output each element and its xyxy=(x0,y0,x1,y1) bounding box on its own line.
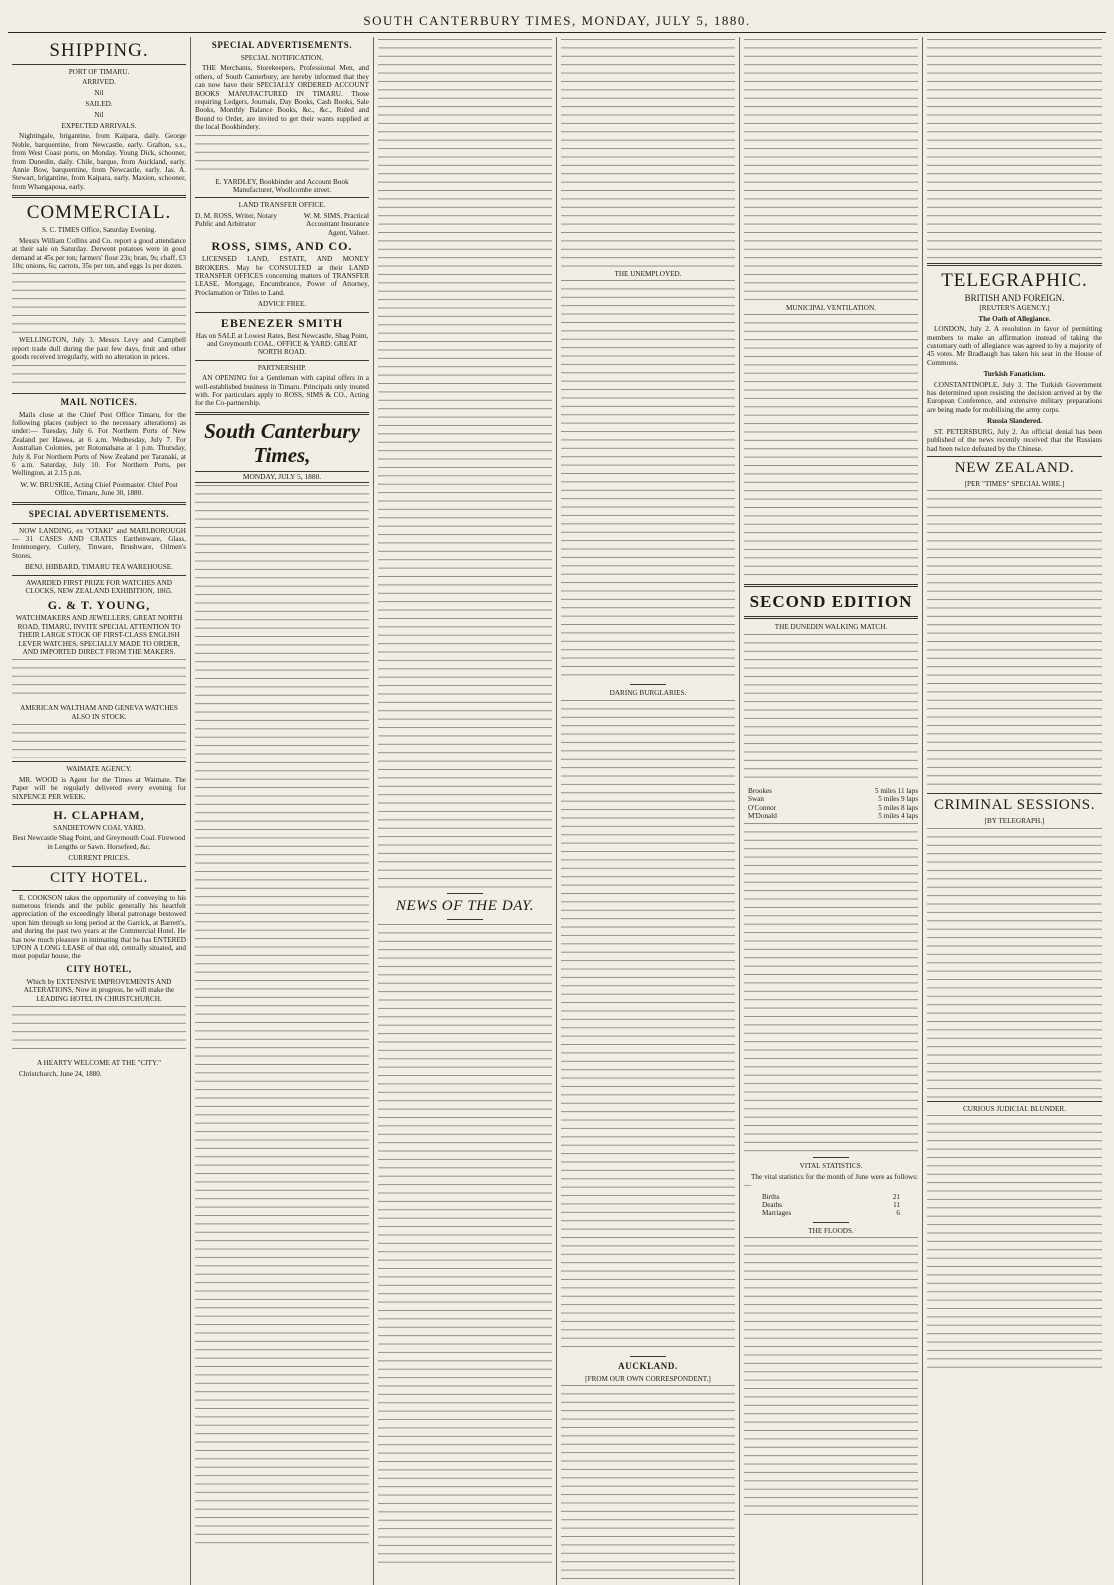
partners-row xyxy=(195,212,369,237)
divider xyxy=(813,1157,849,1158)
article-text-lines xyxy=(927,39,1102,259)
city-hotel-heading: CITY HOTEL. xyxy=(50,869,148,886)
clapham-ad-text: Best Newcastle Shag Point, and Greymouth Coal. Firewood in Lengths or Sawn. Horsefeed, &c. xyxy=(12,834,186,851)
stat-label: Deaths xyxy=(762,1201,782,1210)
walker-score: 5 miles 9 laps xyxy=(878,795,918,804)
editorial-text-lines xyxy=(195,485,369,1545)
shipping-heading: SHIPPING. xyxy=(49,40,149,61)
city-hotel-date: Christchurch, June 24, 1880. xyxy=(19,1070,102,1079)
oath-heading: The Oath of Allegiance. xyxy=(978,314,1051,323)
unemployed-heading: THE UNEMPLOYED. xyxy=(614,270,682,278)
divider xyxy=(447,919,483,920)
special-ads-heading: SPECIAL ADVERTISEMENTS. xyxy=(211,40,353,50)
sailed-label: SAILED. xyxy=(85,100,113,109)
fanaticism-heading: Turkish Fanaticism. xyxy=(983,370,1046,379)
article-text-lines xyxy=(561,280,735,680)
mail-text: Mails close at the Chief Post Office Timaru, for the following places (subject to the necessary alterations) as under:— Tuesday, July 6. For Northern Ports of New Zealand per Hawea, at 6 a.m. Wednesday, July 7. For Australian Colonies, per Rotomahana at 1 p.m. Thursday, July 8. For Northern Ports of New Zealand per Taranaki, at 6 a.m. Saturday, July 10. For Northern Ports, per Wellington, at 2.15 p.m. xyxy=(12,410,186,478)
article-text-lines xyxy=(744,634,918,784)
expected-label: EXPECTED ARRIVALS. xyxy=(61,122,137,131)
walker-name: Brookes xyxy=(748,786,772,795)
article-text-lines xyxy=(927,1115,1102,1375)
clapham-ad-prices: CURRENT PRICES. xyxy=(68,854,130,863)
new-zealand-subheading: [PER "TIMES" SPECIAL WIRE.] xyxy=(964,479,1065,488)
divider xyxy=(630,684,666,685)
municipal-heading: MUNICIPAL VENTILATION. xyxy=(786,304,876,312)
ross-sims-advice: ADVICE FREE. xyxy=(257,300,307,309)
article-text-lines xyxy=(744,823,918,1153)
mail-signature: W. W. BRUSKIE, Acting Chief Postmaster. Chief Post Office, Timaru, June 30, 1880. xyxy=(20,480,178,498)
divider xyxy=(12,804,186,805)
partnership-heading: PARTNERSHIP. xyxy=(257,363,307,372)
walker-name: O'Connor xyxy=(748,803,777,812)
commercial-office: S. C. TIMES Office, Saturday Evening. xyxy=(41,226,157,235)
divider xyxy=(12,502,186,505)
new-zealand-heading: NEW ZEALAND. xyxy=(954,459,1075,476)
article-text-lines xyxy=(12,659,186,701)
clapham-ad-subtitle: SANDIETOWN COAL YARD. xyxy=(53,823,145,832)
american-watches-text: AMERICAN WALTHAM AND GENEVA WATCHES ALSO IN STOCK. xyxy=(20,704,178,721)
column-5 xyxy=(740,37,923,1585)
column-3 xyxy=(374,37,557,1585)
smith-ad-text: Has on SALE at Lowest Rates, Best Newcastle, Shag Point, and Greymouth COAL. OFFICE & YARD: GREAT NORTH ROAD. xyxy=(195,331,369,357)
ross-sims-text: LICENSED LAND, ESTATE, AND MONEY BROKERS. May be CONSULTED at their LAND TRANSFER OFFICES concerning matters of TRANSFER LEASE, Mortgage, Encumbrance, Power of Attorney, Proclamation or Titles to Land. xyxy=(195,255,369,297)
article-text-lines xyxy=(378,39,552,889)
partner-ross: D. M. ROSS, Writer, Notary Public and Arbitrator xyxy=(195,211,277,229)
arrived-label: ARRIVED. xyxy=(82,78,116,87)
special-ads-heading: SPECIAL ADVERTISEMENTS. xyxy=(28,508,170,519)
vital-statistics-heading: VITAL STATISTICS. xyxy=(799,1162,863,1171)
arrived-value: Nil xyxy=(94,88,104,97)
stat-value: 11 xyxy=(893,1201,900,1210)
divider xyxy=(195,360,369,361)
divider xyxy=(12,890,186,891)
divider xyxy=(927,793,1102,794)
masthead: SOUTH CANTERBURY TIMES, MONDAY, JULY 5, 1880. xyxy=(8,10,1106,33)
divider xyxy=(195,412,369,415)
table-row xyxy=(762,1193,900,1201)
daring-burglaries-heading: DARING BURGLARIES. xyxy=(609,689,687,698)
wellington-text: WELLINGTON, July 3. Messrs Levy and Campbell report trade dull during the past few days, fruit and other goods received irregularly, with no alteration in prices. xyxy=(12,336,186,362)
special-notification-heading: SPECIAL NOTIFICATION. xyxy=(240,54,324,62)
special-notification-text: THE Merchants, Storekeepers, Professional Men, and others, of South Canterbury, are hereby informed that they can now have their SPECIALLY ORDERED ACCOUNT BOOKS MANUFACTURED IN TIMARU. Those requiring Ledgers, Journals, Day Books, Cash Books, Sale Books, Monthly Balance Books, &c., &c., Ruled and Bound to Order, are invited to get their wants supplied at the local Bookbindery. xyxy=(195,64,369,132)
newspaper-nameplate: South Canterbury Times, xyxy=(204,418,360,467)
criminal-sessions-subheading: [BY TELEGRAPH.] xyxy=(984,817,1045,826)
yardley-signature: E. YARDLEY, Bookbinder and Account Book Manufacturer, Woollcombe street. xyxy=(215,177,349,195)
stat-label: Marriages xyxy=(762,1209,792,1218)
divider xyxy=(12,393,186,394)
landing-ad-text: NOW LANDING, ex "OTAKI" and MARLBOROUGH— 31 CASES AND CRATES Earthenware, Glass, Ironmongery, Cutlery, Tinware, Brushware, Oilmen's Stores. xyxy=(12,526,186,560)
young-ad-title: G. & T. YOUNG, xyxy=(47,598,151,613)
article-text-lines xyxy=(195,135,369,175)
article-text-lines xyxy=(12,724,186,758)
vital-statistics-table xyxy=(762,1193,900,1218)
divider xyxy=(927,1101,1102,1102)
divider xyxy=(12,523,186,524)
divider xyxy=(195,197,369,198)
auckland-heading: AUCKLAND. xyxy=(618,1360,678,1371)
article-text-lines xyxy=(744,39,918,301)
walker-score: 5 miles 11 laps xyxy=(874,786,918,795)
waimate-heading: WAIMATE AGENCY. xyxy=(66,765,132,774)
article-text-lines xyxy=(927,828,1102,1098)
divider xyxy=(744,616,918,619)
table-row xyxy=(762,1209,900,1217)
article-text-lines xyxy=(12,273,186,333)
city-hotel-name: CITY HOTEL, xyxy=(66,963,132,974)
russia-heading: Russia Slandered. xyxy=(987,417,1042,426)
fanaticism-text: CONSTANTINOPLE, July 3. The Turkish Government has determined upon resisting the decision arrived at by the European Conference, and extensive military preparations are being made for mobilising the army corps. xyxy=(927,380,1102,414)
walker-score: 5 miles 8 laps xyxy=(878,803,918,812)
divider xyxy=(744,584,918,587)
city-hotel-text: E. COOKSON takes the opportunity of conveying to his numerous friends and the public generally his heartfelt appreciation of the exceedingly liberal patronage bestowed upon him through so long period at the Garrick, at Barrett's, and during the past two years at the Commercial Hotel. He has now much pleasure in intimating that he has ENTERED UPON A LONG LEASE of that old, centrally situated, and most popular house, the xyxy=(12,893,186,961)
floods-heading: THE FLOODS. xyxy=(808,1226,854,1235)
ross-sims-title: ROSS, SIMS, AND CO. xyxy=(211,239,353,254)
sailed-value: Nil xyxy=(94,110,104,119)
award-text: AWARDED FIRST PRIZE FOR WATCHES AND CLOCKS, NEW ZEALAND EXHIBITION, 1865. xyxy=(25,578,173,596)
article-text-lines xyxy=(12,365,186,390)
vital-statistics-intro: The vital statistics for the month of June were as follows:— xyxy=(744,1172,918,1190)
walker-name: Swan xyxy=(748,795,764,804)
table-row xyxy=(748,804,918,812)
city-hotel-text-2: Which by EXTENSIVE IMPROVEMENTS AND ALTERATIONS, Now in progress, he will make the LEADING HOTEL IN CHRISTCHURCH. xyxy=(23,977,175,1003)
walking-leaders-table xyxy=(748,787,918,821)
divider xyxy=(630,1356,666,1357)
article-text-lines xyxy=(927,490,1102,790)
divider xyxy=(927,456,1102,457)
telegraphic-heading: TELEGRAPHIC. xyxy=(941,270,1088,291)
divider xyxy=(12,761,186,762)
divider xyxy=(447,893,483,894)
column-2 xyxy=(191,37,374,1585)
divider xyxy=(12,575,186,576)
smith-ad-title: EBENEZER SMITH xyxy=(220,315,344,330)
partner-sims: W. M. SIMS, Practical Accountant Insurance Agent, Valuer. xyxy=(303,211,369,237)
divider xyxy=(195,312,369,313)
commercial-text: Messrs William Collins and Co. report a good attendance at their sale on Saturday. Derwent potatoes were in good demand at 45s per ton; farmers' flour 23s; bran, 9s; chaff, £3 10s; onions, 6s; carrots, 35s per ton, and eggs 1s per dozen. xyxy=(12,236,186,270)
article-text-lines xyxy=(744,1237,918,1517)
article-text-lines xyxy=(12,1006,186,1056)
column-4 xyxy=(557,37,740,1585)
russia-text: ST. PETERSBURG, July 2. An official denial has been published of the news recently received that the Russians had been twice defeated by the Chinese. xyxy=(927,427,1102,453)
landing-ad-signature: BENJ. HIBBARD, TIMARU TEA WAREHOUSE. xyxy=(25,563,173,572)
stat-value: 6 xyxy=(896,1209,900,1218)
column-6 xyxy=(923,37,1106,1585)
british-foreign-heading: BRITISH AND FOREIGN. xyxy=(964,293,1065,303)
oath-text: LONDON, July 2. A resolution in favor of permitting members to make an affirmation instead of taking the customary oath of allegiance was agreed to by a majority of 45 votes. Mr Bradlaugh has taken his seat in the House of Commons. xyxy=(927,325,1102,367)
stat-value: 21 xyxy=(892,1192,900,1201)
criminal-sessions-heading: CRIMINAL SESSIONS. xyxy=(933,797,1096,814)
auckland-subheading: [FROM OUR OWN CORRESPONDENT.] xyxy=(585,1374,711,1383)
table-row xyxy=(762,1201,900,1209)
columns xyxy=(8,37,1106,1585)
expected-arrivals-text: Nightingale, brigantine, from Kaipara, daily. George Noble, barquentine, from Newcastle, early. Grafton, s.s., from West Coast ports, on Monday. Young Dick, schooner, from Dunedin, daily. Chile, barque, from Auckland, early. Annie Bow, barquentine, from Newcastle, early. Jas. A. Stewart, brigantine, from Kaipara, early. Maxion, schooner, from Whangapoua, early. xyxy=(12,132,186,191)
young-ad-text: WATCHMAKERS AND JEWELLERS, GREAT NORTH ROAD, TIMARU, INVITE SPECIAL ATTENTION TO THEIR LARGE STOCK OF FIRST-CLASS ENGLISH LEVER WATCHES, SPECIALLY MADE TO ORDER, AND IMPORTED DIRECT FROM THE MAKERS. xyxy=(15,614,183,657)
dunedin-walking-heading: THE DUNEDIN WALKING MATCH. xyxy=(774,623,888,632)
judicial-blunder-heading: CURIOUS JUDICIAL BLUNDER. xyxy=(963,1104,1066,1113)
walker-name: M'Donald xyxy=(748,812,777,821)
land-transfer-heading: LAND TRANSFER OFFICE. xyxy=(238,201,326,210)
news-of-the-day-heading: NEWS OF THE DAY. xyxy=(395,898,535,914)
paper-dateline: MONDAY, JULY 5, 1880. xyxy=(195,471,369,483)
waimate-text: MR. WOOD is Agent for the Times at Waimate. The Paper will be regularly delivered every evening for SIXPENCE PER WEEK. xyxy=(12,775,186,801)
stat-label: Births xyxy=(762,1192,780,1201)
partnership-text: AN OPENING for a Gentleman with capital offers in a well-established business in Timaru. Principals only treated with. For particulars apply to ROSS, SIMS & CO., Acting for the Co-partnership. xyxy=(195,374,369,408)
article-text-lines xyxy=(378,924,552,1564)
port-heading: PORT OF TIMARU. xyxy=(68,68,130,76)
article-text-lines xyxy=(561,700,735,1352)
table-row xyxy=(748,812,918,820)
article-text-lines xyxy=(744,314,918,580)
mail-heading: MAIL NOTICES. xyxy=(60,396,138,407)
divider xyxy=(12,195,186,198)
table-row xyxy=(748,795,918,803)
table-row xyxy=(748,787,918,795)
article-text-lines xyxy=(561,39,735,267)
walker-score: 5 miles 4 laps xyxy=(878,812,918,821)
column-1 xyxy=(8,37,191,1585)
clapham-ad-title: H. CLAPHAM, xyxy=(53,807,145,822)
divider xyxy=(813,1222,849,1223)
divider xyxy=(927,263,1102,266)
reuter-agency-label: [REUTER'S AGENCY.] xyxy=(979,304,1050,313)
divider xyxy=(12,866,186,867)
commercial-heading: COMMERCIAL. xyxy=(26,202,172,224)
divider xyxy=(12,64,186,65)
city-hotel-welcome: A HEARTY WELCOME AT THE "CITY." xyxy=(36,1059,162,1067)
second-edition-heading: SECOND EDITION xyxy=(749,592,913,612)
article-text-lines xyxy=(561,1385,735,1585)
